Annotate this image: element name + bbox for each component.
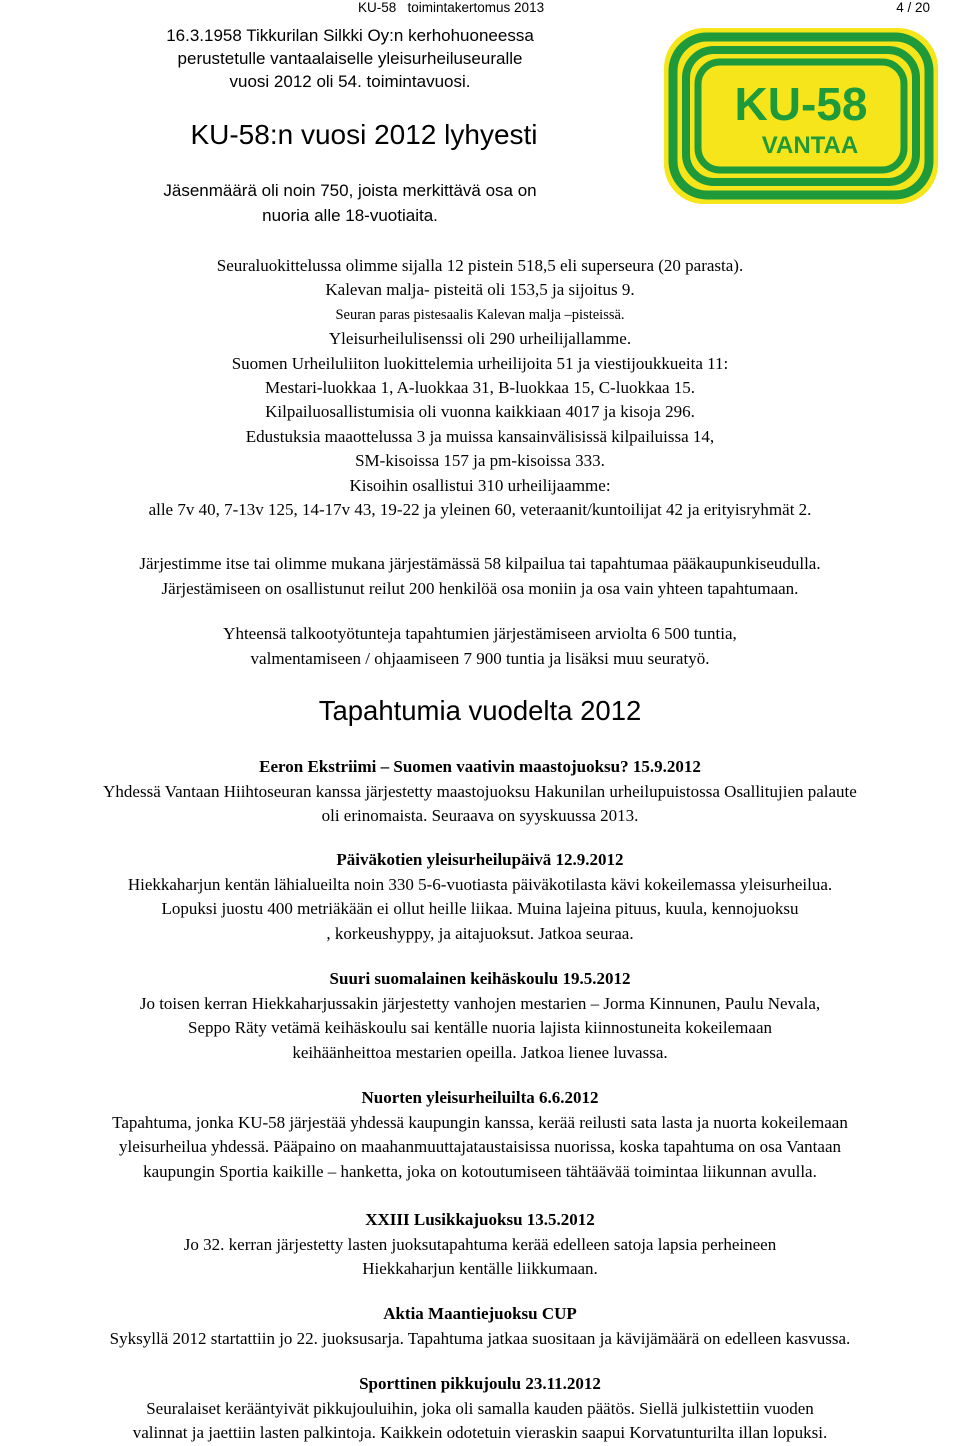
events-paragraph — [0, 552, 960, 601]
membership-text — [130, 178, 570, 228]
intro-line: perustetulle vantaalaiselle yleisurheiluseuralle — [177, 49, 523, 68]
logo-text-vantaa: VANTAA — [761, 132, 859, 159]
event-title: XXIII Lusikkajuoksu 13.5.2012 — [365, 1210, 595, 1229]
event-block — [0, 1208, 960, 1282]
event-block — [0, 1372, 960, 1446]
stats-line: Mestari-luokkaa 1, A-luokkaa 31, B-luokkaa 15, C-luokkaa 15. — [264, 378, 696, 398]
paragraph-line: valmentamiseen / ohjaamiseen 7 900 tuntia ja lisäksi muu seuratyö. — [250, 648, 710, 668]
section-heading: KU-58:n vuosi 2012 lyhyesti — [190, 119, 538, 150]
stats-block — [0, 254, 960, 522]
membership-line: Jäsenmäärä oli noin 750, joista merkittävä osa on — [163, 181, 537, 200]
event-line: Jo 32. kerran järjestetty lasten juoksutapahtuma kerää edelleen satoja lapsia perheineen — [183, 1234, 777, 1254]
event-block — [0, 1086, 960, 1184]
membership-line: nuoria alle 18-vuotiaita. — [262, 206, 438, 225]
event-line: kaupungin Sportia kaikille – hanketta, joka on kotoutumiseen tähtäävää toimintaa liikunnan avulla. — [143, 1161, 817, 1181]
event-title: Eeron Ekstriimi – Suomen vaativin maastojuoksu? 15.9.2012 — [259, 757, 701, 776]
event-line: Jo toisen kerran Hiekkaharjussakin järjestetty vanhojen mestarien – Jorma Kinnunen, Paulu Nevala, — [139, 993, 821, 1013]
event-line: keihäänheittoa mestarien opeilla. Jatkoa lienee luvassa. — [292, 1042, 668, 1062]
stats-line: Kilpailuosallistumisia oli vuonna kaikkiaan 4017 ja kisoja 296. — [265, 402, 695, 422]
intro-line: 16.3.1958 Tikkurilan Silkki Oy:n kerhohuoneessa — [166, 26, 534, 45]
logo-text-ku58: KU-58 — [734, 78, 868, 130]
stats-line: Kisoihin osallistui 310 urheilijaamme: — [349, 475, 611, 495]
paragraph-line: Järjestämiseen on osallistunut reilut 200 henkilöä osa moniin ja osa vain yhteen tapahtumaan. — [161, 578, 799, 598]
event-title: Aktia Maantiejuoksu CUP — [383, 1304, 577, 1323]
talkoo-paragraph — [0, 622, 960, 671]
intro-text — [150, 24, 550, 93]
event-line: , korkeushyppy, ja aitajuoksut. Jatkoa seuraa. — [326, 923, 634, 943]
stats-line: alle 7v 40, 7-13v 125, 14-17v 43, 19-22 ja yleinen 60, veteraanit/kuntoilijat 42 ja erityisryhmät 2. — [148, 500, 812, 520]
event-line: yleisurheilua yhdessä. Pääpaino on maahanmuuttajataustaisissa nuorissa, koska tapahtuma on osa Vantaan — [118, 1137, 841, 1156]
event-line: Seuralaiset kerääntyivät pikkujouluihin, joka oli samalla kauden päätös. Siellä julkistettiin vuoden — [146, 1398, 814, 1418]
event-title: Nuorten yleisurheiluilta 6.6.2012 — [361, 1088, 599, 1107]
events-heading: Tapahtumia vuodelta 2012 — [318, 695, 642, 726]
stats-line: Kalevan malja- pisteitä oli 153,5 ja sijoitus 9. — [325, 280, 635, 300]
event-block — [0, 1302, 960, 1351]
stats-line: SM-kisoissa 157 ja pm-kisoissa 333. — [355, 451, 605, 471]
page-number: 4 / 20 — [896, 0, 930, 15]
event-line: Seppo Räty vetämä keihäskoulu sai kentälle nuoria lajista kiinnostuneita kokeilemaan — [188, 1018, 772, 1037]
event-title: Päiväkotien yleisurheilupäivä 12.9.2012 — [336, 850, 624, 869]
event-line: valinnat ja jaettiin lasten palkintoja. Kaikkein odotetuin vieraskin saapui Korvatunturilta illan lopuksi. — [132, 1423, 828, 1442]
event-block — [0, 755, 960, 829]
event-line: Hiekkaharjun kentälle liikkumaan. — [362, 1259, 598, 1278]
event-line: oli erinomaista. Seuraava on syyskuussa 2013. — [321, 806, 639, 825]
event-line: Lopuksi juostu 400 metriäkään ei ollut heille liikaa. Muina lajeina pituus, kuula, kennojuoksu — [161, 899, 799, 918]
event-title: Suuri suomalainen keihäskoulu 19.5.2012 — [329, 969, 631, 988]
stats-line: Suomen Urheiluliiton luokittelemia urheilijoita 51 ja viestijoukkueita 11: — [231, 353, 729, 373]
event-title: Sporttinen pikkujoulu 23.11.2012 — [359, 1374, 601, 1393]
event-line: Yhdessä Vantaan Hiihtoseuran kanssa järjestetty maastojuoksu Hakunilan urheilupuistossa Osallitujien palaute — [103, 781, 857, 801]
document-title: KU-58 toimintakertomus 2013 — [358, 0, 545, 15]
paragraph-line: Järjestimme itse tai olimme mukana järjestämässä 58 kilpailua tai tapahtumaa pääkaupunkiseudulla. — [139, 554, 821, 573]
event-block — [0, 848, 960, 946]
stats-line: Edustuksia maaottelussa 3 ja muissa kansainvälisissä kilpailuissa 14, — [245, 426, 715, 446]
page-header — [358, 0, 930, 16]
stats-line: Seuran paras pistesaalis Kalevan malja –pisteissä. — [335, 306, 625, 323]
event-line: Tapahtuma, jonka KU-58 järjestää yhdessä kaupungin kanssa, kerää reilusti sata lasta ja nuorta kokeilemaan — [112, 1112, 848, 1132]
paragraph-line: Yhteensä talkootyötunteja tapahtumien järjestämiseen arviolta 6 500 tuntia, — [223, 624, 737, 643]
ku58-vantaa-logo — [664, 28, 938, 204]
event-block — [0, 967, 960, 1065]
intro-line: vuosi 2012 oli 54. toimintavuosi. — [229, 72, 471, 91]
event-line: Syksyllä 2012 startattiin jo 22. juoksusarja. Tapahtuma jatkaa suositaan ja kävijämäärä on edelleen kasvussa. — [109, 1328, 851, 1348]
stats-line: Seuraluokittelussa olimme sijalla 12 pistein 518,5 eli superseura (20 parasta). — [216, 256, 744, 275]
stats-line: Yleisurheilulisenssi oli 290 urheilijallamme. — [328, 329, 632, 349]
event-line: Hiekkaharjun kentän lähialueilta noin 330 5-6-vuotiasta päiväkotilasta kävi kokeilemassa yleisurheilua. — [127, 874, 833, 894]
